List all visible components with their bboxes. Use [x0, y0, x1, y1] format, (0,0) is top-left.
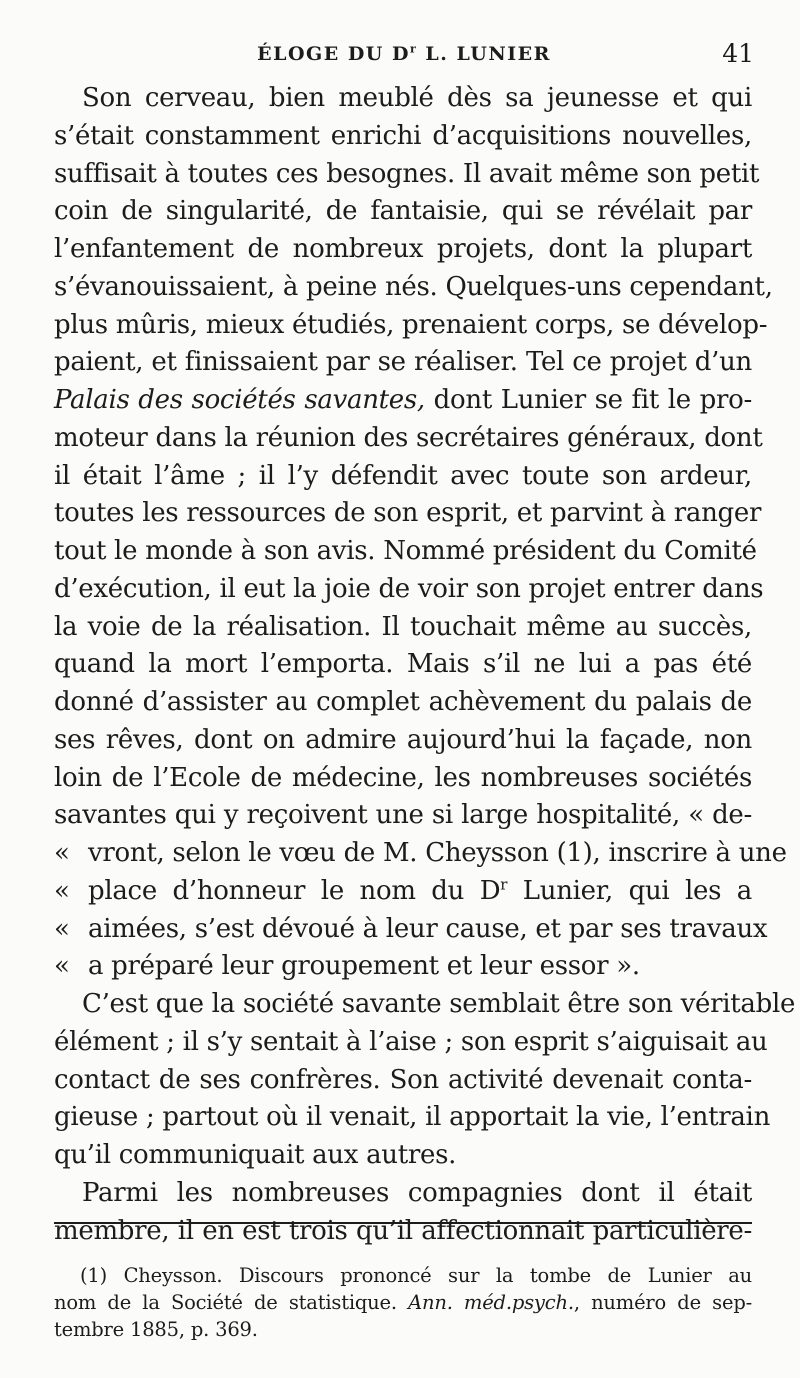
footnote-line: tembre 1885, p. 369.: [54, 1318, 258, 1341]
text-line: paient, et finissaient par se réaliser. Tel ce projet d’un: [54, 347, 752, 378]
text-line: s’évanouissaient, à peine nés. Quelques-uns cependant,: [54, 271, 773, 302]
superscript: r: [500, 875, 508, 894]
journal-title: Ann. méd.psych.: [408, 1291, 574, 1314]
text-line: coin de singularité, de fantaisie, qui se révélait par: [54, 196, 752, 227]
quote-mark: «: [54, 913, 70, 944]
running-title-name: L. LUNIER: [417, 43, 551, 65]
running-title-superscript: r: [409, 42, 418, 56]
text-fragment: nom de la Société de statistique.: [54, 1291, 409, 1314]
footnote-divider: [54, 1222, 752, 1224]
footnote-line: (1) Cheysson. Discours prononcé sur la tombe de Lunier au: [80, 1264, 752, 1287]
text-line: élément ; il s’y sentait à l’aise ; son esprit s’aiguisait au: [54, 1026, 768, 1057]
text-line: suffisait à toutes ces besognes. Il avait même son petit: [54, 158, 760, 189]
text-fragment: place d’honneur le nom du D: [88, 875, 501, 906]
body-text: [54, 80, 796, 1250]
text-line: [54, 948, 752, 986]
page-number: 41: [722, 39, 754, 68]
text-line: tout le monde à son avis. Nommé président du Comité: [54, 536, 757, 566]
text-line: qu’il communiquait aux autres.: [54, 1140, 457, 1170]
text-fragment: dont Lunier se fit le pro-: [424, 385, 752, 415]
running-head: [54, 34, 754, 74]
text-line: donné d’assister au complet achèvement du palais de: [54, 687, 752, 717]
text-line: plus mûris, mieux étudiés, prenaient corps, se dévelop-: [54, 309, 768, 340]
quote-mark: «: [54, 875, 70, 906]
text-line: d’exécution, il eut la joie de voir son projet entrer dans: [54, 573, 764, 604]
text-line: Son cerveau, bien meublé dès sa jeunesse et qui: [82, 83, 752, 113]
text-line: la voie de la réalisation. Il touchait même au succès,: [54, 611, 752, 642]
text-fragment: aimées, s’est dévoué à leur cause, et par ses travaux: [88, 913, 768, 944]
quote-mark: «: [54, 951, 70, 982]
running-title: [54, 34, 754, 74]
text-line: il était l’âme ; il l’y défendit avec toute son ardeur,: [54, 460, 752, 491]
footnote-line: [54, 1289, 752, 1316]
text-line: contact de ses confrères. Son activité devenait conta-: [54, 1064, 752, 1095]
quote-mark: «: [54, 838, 70, 868]
text-line: loin de l’Ecole de médecine, les nombreuses sociétés: [54, 762, 752, 793]
text-line: [54, 911, 768, 949]
text-line: [54, 835, 787, 873]
text-line: [54, 873, 752, 911]
text-line: gieuse ; partout où il venait, il apportait la vie, l’entrain: [54, 1102, 771, 1133]
text-fragment: Lunier, qui les a: [507, 875, 752, 906]
text-line: toutes les ressources de son esprit, et parvint à ranger: [54, 498, 762, 529]
text-line: quand la mort l’emporta. Mais s’il ne lui a pas été: [54, 649, 752, 680]
text-fragment: a préparé leur groupement et leur essor ».: [88, 951, 640, 982]
text-line: C’est que la société savante semblait être son véritable: [82, 989, 796, 1019]
text-line: ses rêves, dont on admire aujourd’hui la façade, non: [54, 724, 752, 755]
text-line: Parmi les nombreuses compagnies dont il était: [82, 1177, 752, 1208]
text-fragment: , numéro de sep-: [573, 1291, 752, 1314]
text-line: moteur dans la réunion des secrétaires généraux, dont: [54, 422, 763, 453]
footnote: [54, 1262, 752, 1343]
text-line: membre, il en est trois qu’il affectionnait particulière-: [54, 1215, 752, 1246]
italic-title: Palais des sociétés savantes,: [54, 385, 425, 415]
text-line: s’était constamment enrichi d’acquisitions nouvelles,: [54, 120, 752, 151]
text-fragment: vront, selon le vœu de M. Cheysson (1), inscrire à une: [88, 838, 787, 868]
text-line: savantes qui y reçoivent une si large hospitalité, « de-: [54, 800, 752, 831]
text-line: [54, 382, 752, 420]
running-title-text: ÉLOGE DU D: [257, 43, 410, 65]
text-line: l’enfantement de nombreux projets, dont la plupart: [54, 234, 752, 264]
